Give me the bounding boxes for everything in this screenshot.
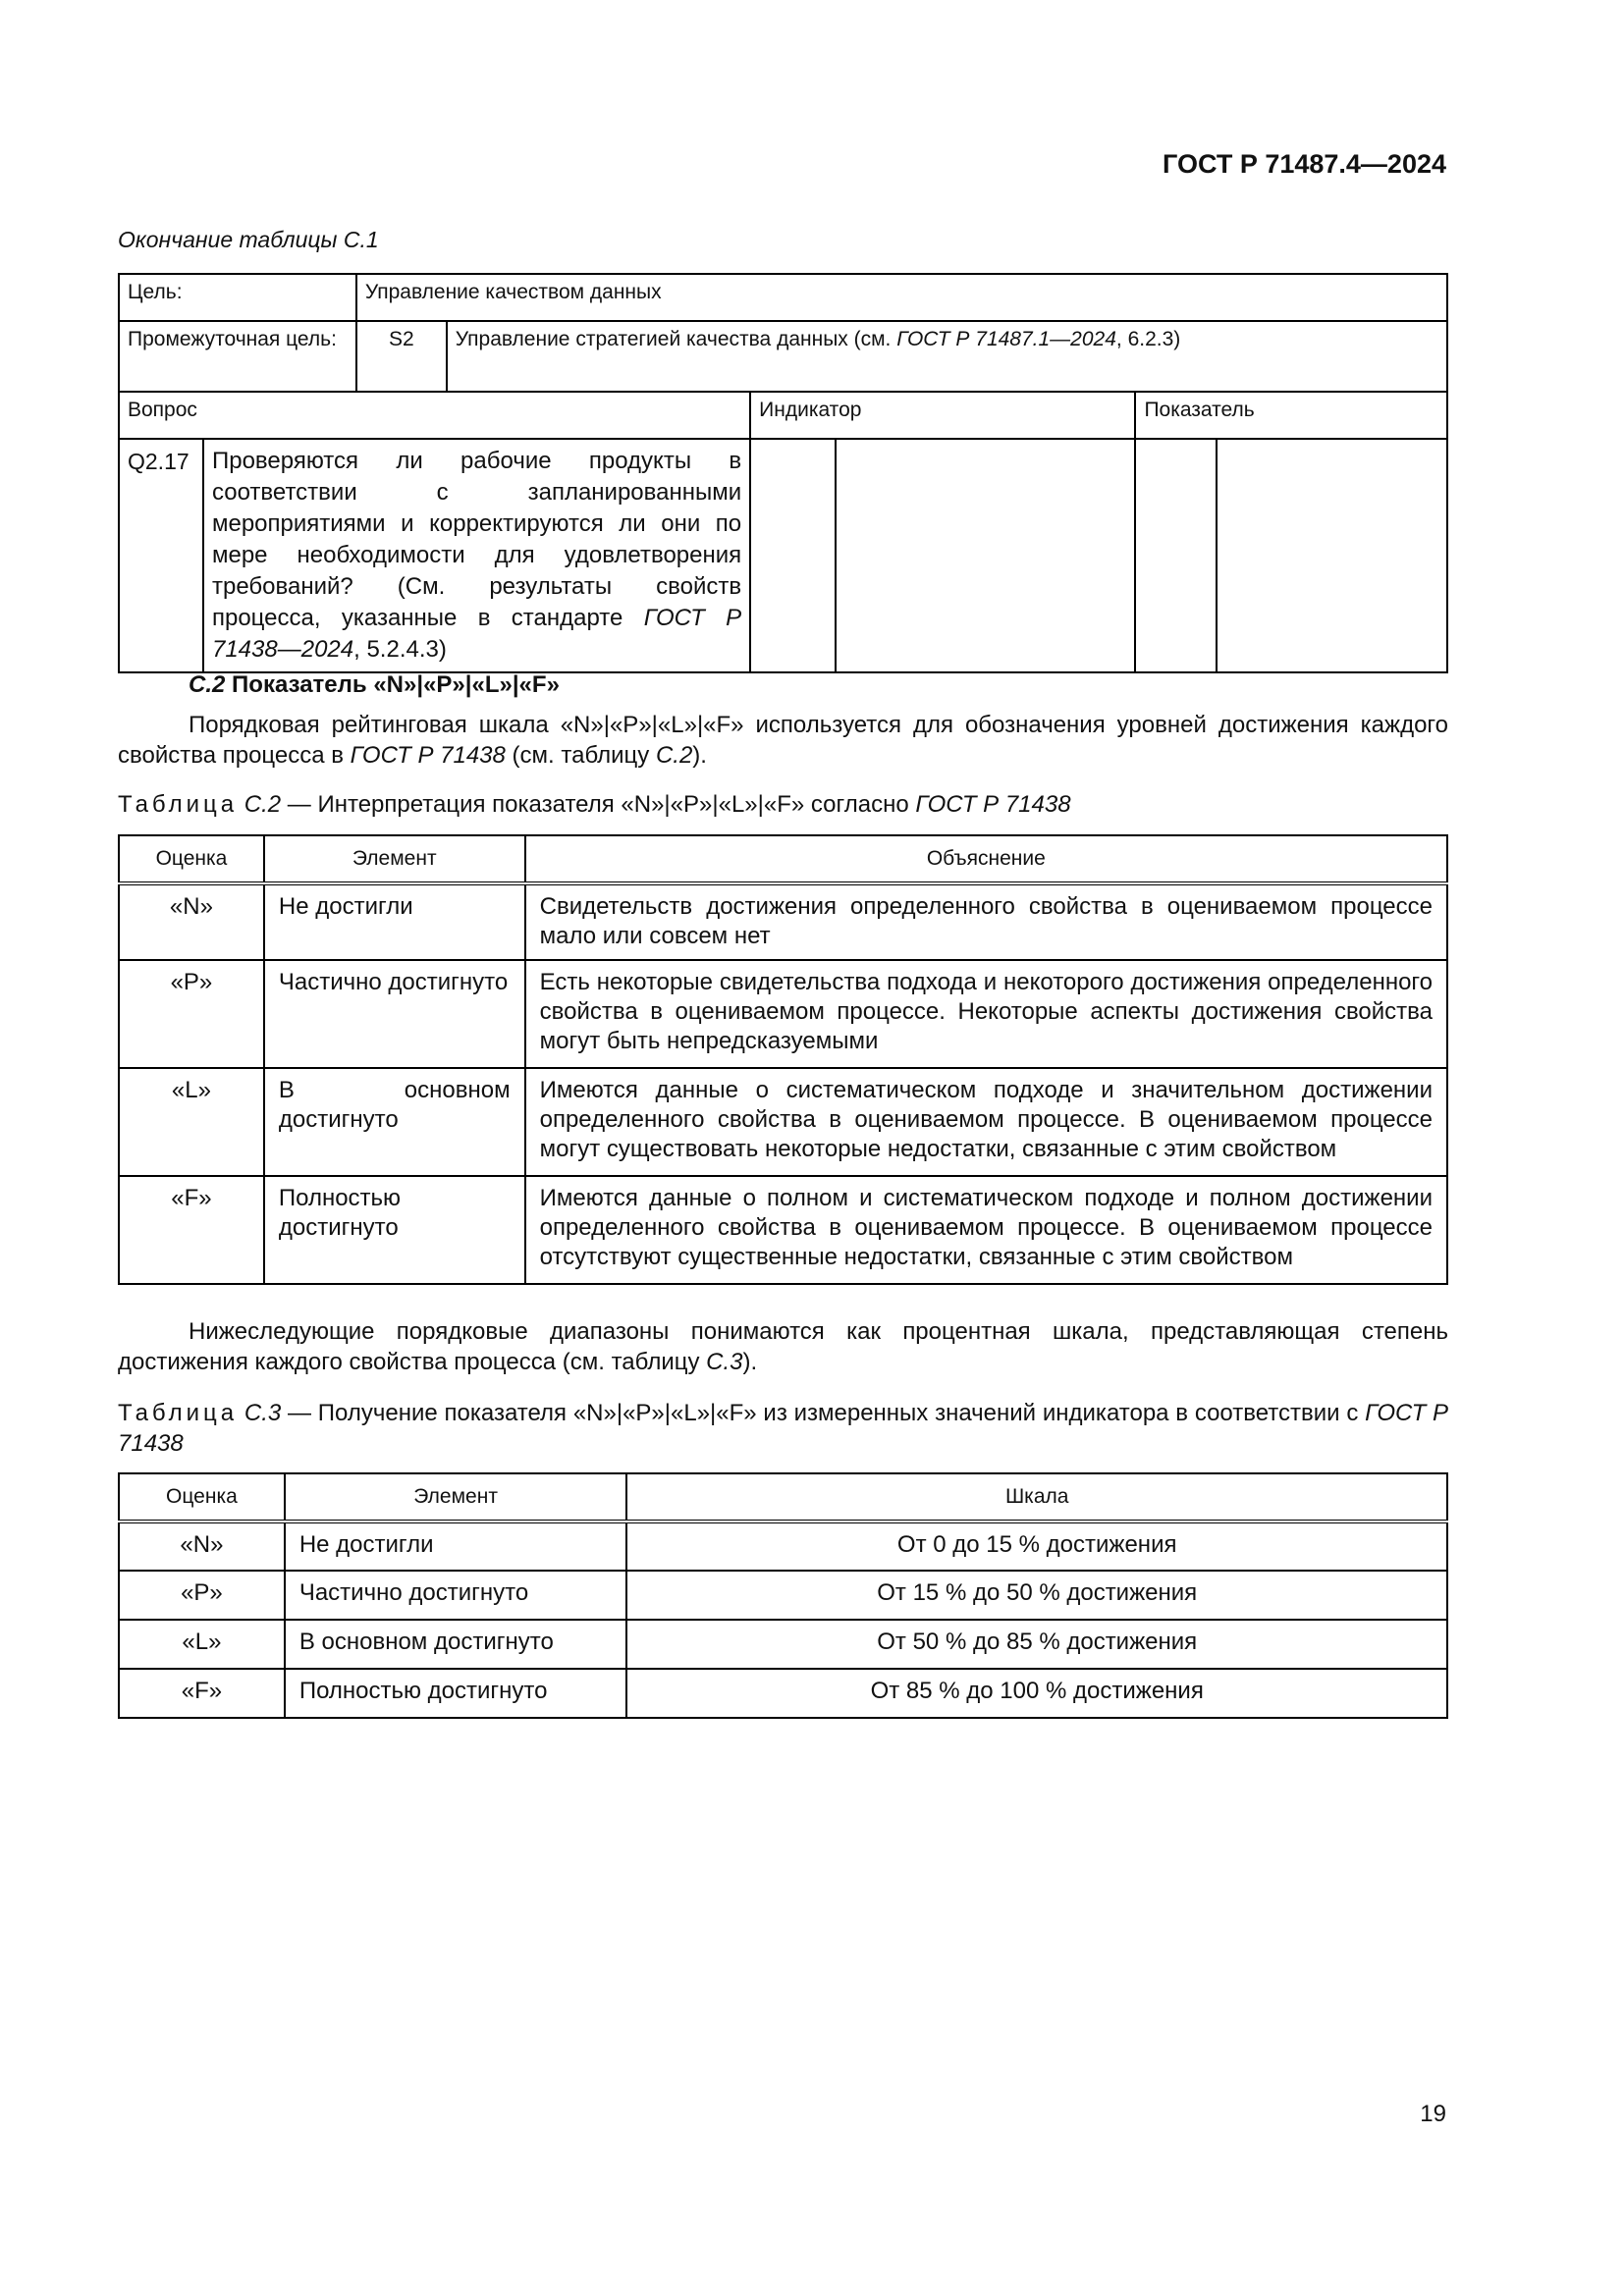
ranges-paragraph: Нижеследующие порядковые диапазоны понимаются как процентная шкала, представляющая степень достижения каждого свойства процесса (см. таблицу С.3). <box>118 1318 1448 1375</box>
column-header-question: Вопрос <box>119 392 750 439</box>
table-row-scale: От 85 % до 100 % достижения <box>626 1669 1447 1718</box>
table-c3-caption: Таблица С.3 — Получение показателя «N»|«P»|«L»|«F» из измеренных значений индикатора в соответствии с ГОСТ Р 71438 <box>118 1400 1449 1457</box>
column-header-element: Элемент <box>264 835 525 883</box>
intermediate-goal-label: Промежуточная цель: <box>119 321 356 392</box>
table-c2-caption: Таблица С.2 — Интерпретация показателя «N»|«P»|«L»|«F» согласно ГОСТ Р 71438 <box>118 791 1071 818</box>
goal-value: Управление качеством данных <box>356 274 1447 321</box>
table-row-element: Полностью достигнуто <box>285 1669 627 1718</box>
indicator-cell-a <box>750 439 836 672</box>
table-row-scale: От 15 % до 50 % достижения <box>626 1571 1447 1620</box>
table-continuation-caption: Окончание таблицы С.1 <box>118 227 379 252</box>
table-row-element: Частично достигнуто <box>285 1571 627 1620</box>
table-row-explanation: Имеются данные о полном и систематическом подходе и полном достижении определенного свойства в оцениваемом процессе. В оцениваемом процессе отсутствуют существенные недостатки, связанные с этим свойством <box>525 1176 1447 1284</box>
table-row-grade: «P» <box>119 960 264 1068</box>
table-row-grade: «N» <box>119 883 264 960</box>
table-row-grade: «F» <box>119 1669 285 1718</box>
table-row-element: Частично достигнуто <box>264 960 525 1068</box>
table-row-explanation: Есть некоторые свидетельства подхода и некоторого достижения определенного свойства в оцениваемом процессе. Некоторые аспекты достижения свойства могут быть непредсказуемыми <box>525 960 1447 1068</box>
question-id: Q2.17 <box>119 439 203 672</box>
indicator-cell-b <box>836 439 1135 672</box>
table-row-grade: «L» <box>119 1620 285 1669</box>
table-row-element: В основном достигнуто <box>285 1620 627 1669</box>
column-header-element: Элемент <box>285 1473 627 1522</box>
table-row-grade: «F» <box>119 1176 264 1284</box>
column-header-indicator: Индикатор <box>750 392 1135 439</box>
table-row-element: Полностью достигнуто <box>264 1176 525 1284</box>
metric-cell-b <box>1217 439 1447 672</box>
table-row-explanation: Свидетельств достижения определенного свойства в оцениваемом процессе мало или совсем нет <box>525 883 1447 960</box>
table-row-scale: От 0 до 15 % достижения <box>626 1522 1447 1571</box>
table-row-element: Не достигли <box>285 1522 627 1571</box>
table-row-grade: «L» <box>119 1068 264 1176</box>
column-header-grade: Оценка <box>119 835 264 883</box>
column-header-scale: Шкала <box>626 1473 1447 1522</box>
table-row-scale: От 50 % до 85 % достижения <box>626 1620 1447 1669</box>
goal-label: Цель: <box>119 274 356 321</box>
table-row-grade: «P» <box>119 1571 285 1620</box>
document-code: ГОСТ Р 71487.4—2024 <box>1163 149 1446 179</box>
column-header-grade: Оценка <box>119 1473 285 1522</box>
table-row-explanation: Имеются данные о систематическом подходе и значительном достижении определенного свойства в оцениваемом процессе. В оцениваемом процессе могут существовать некоторые недостатки, связанные с этим свойством <box>525 1068 1447 1176</box>
question-text: Проверяются ли рабочие продукты в соответствии с запланированными мероприятиями и корректируются ли они по мере необходимости для удовлетворения требований? (См. результаты свойств процесса, указанные в стандарте ГОСТ Р 71438—2024, 5.2.4.3) <box>203 439 750 672</box>
table-c2 <box>118 834 1448 1285</box>
section-paragraph: Порядковая рейтинговая шкала «N»|«P»|«L»|«F» используется для обозначения уровней достижения каждого свойства процесса в ГОСТ Р 71438 (см. таблицу С.2). <box>118 712 1448 769</box>
section-heading: С.2 Показатель «N»|«P»|«L»|«F» <box>189 671 560 698</box>
metric-cell-a <box>1135 439 1217 672</box>
column-header-metric: Показатель <box>1135 392 1447 439</box>
table-c3 <box>118 1472 1448 1719</box>
intermediate-goal-code: S2 <box>356 321 447 392</box>
table-c1 <box>118 273 1448 673</box>
intermediate-goal-value: Управление стратегией качества данных (см. ГОСТ Р 71487.1—2024, 6.2.3) <box>447 321 1447 392</box>
page-number: 19 <box>1420 2101 1446 2127</box>
table-row-grade: «N» <box>119 1522 285 1571</box>
table-row-element: В основном достигнуто <box>264 1068 525 1176</box>
column-header-explanation: Объяснение <box>525 835 1447 883</box>
table-row-element: Не достигли <box>264 883 525 960</box>
